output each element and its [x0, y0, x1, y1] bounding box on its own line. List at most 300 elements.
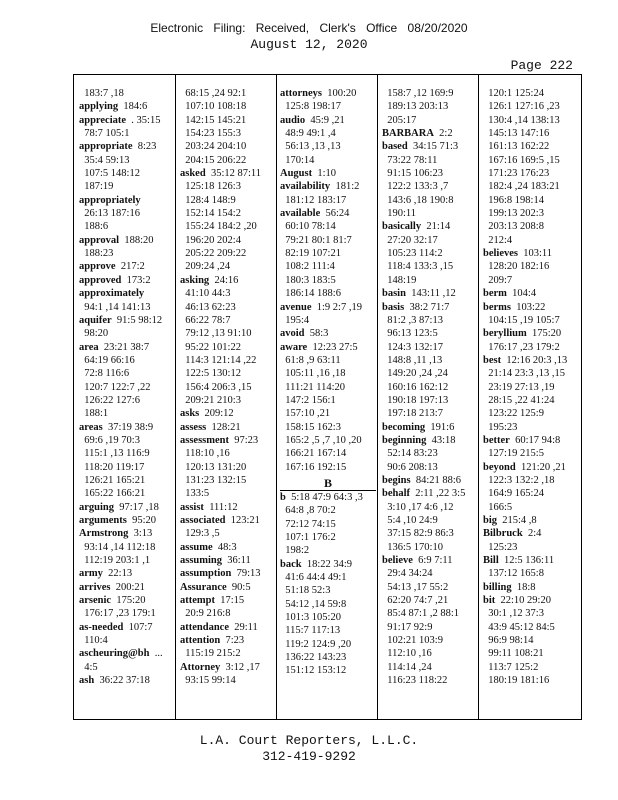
index-entry [280, 114, 376, 127]
page-line-references: 91:5 98:12 [116, 314, 163, 326]
page-line-references: 175:20 [116, 595, 146, 607]
page-line-references: 91:15 106:23 [387, 168, 443, 180]
page-line-references: 184:6 [123, 101, 148, 113]
index-entry-continuation [280, 638, 376, 651]
index-term: assessment [180, 434, 229, 446]
page-line-references: 38:2 71:7 [409, 301, 450, 313]
page-line-references: 200:21 [115, 581, 145, 593]
filing-stamp: Electronic Filing: Received, Clerk's Office 08/20/2020 [150, 21, 468, 35]
page-line-references: 69:6 ,19 70:3 [84, 434, 140, 446]
index-entry [180, 514, 261, 527]
index-term: areas [79, 421, 103, 433]
page-line-references: 85:4 87:1 ,2 88:1 [387, 608, 460, 620]
page-line-references: 6:9 7:11 [418, 555, 453, 567]
index-entry-continuation [79, 301, 163, 314]
index-entry-continuation [280, 381, 376, 394]
page-line-references: 79:21 80:1 81:7 [285, 234, 352, 246]
index-entry-continuation [180, 674, 261, 687]
page-line-references: 103:11 [523, 248, 553, 260]
index-term: as-needed [79, 621, 124, 633]
index-entry-continuation [79, 327, 163, 340]
index-entry-continuation [382, 461, 465, 474]
index-term: beginning [382, 434, 427, 446]
index-entry-continuation [483, 207, 567, 220]
index-entry-continuation [280, 664, 376, 677]
index-entry-continuation [79, 407, 163, 420]
index-entry-continuation [280, 274, 376, 287]
index-entry [79, 287, 163, 300]
page-line-references: 105:11 ,16 ,18 [285, 368, 346, 380]
index-entry-continuation [483, 314, 567, 327]
page-line-references: 127:19 215:5 [488, 448, 544, 460]
index-term: aquifer [79, 314, 112, 326]
index-term: billing [483, 581, 512, 593]
page-line-references: 217:2 [120, 261, 145, 273]
page-line-references: 182:4 ,24 183:21 [488, 181, 560, 193]
index-entry-continuation [280, 461, 376, 474]
page-line-references: 136:22 143:23 [285, 652, 347, 664]
index-entry-continuation [280, 154, 376, 167]
index-entry-continuation [382, 407, 465, 420]
index-entry-continuation [280, 127, 376, 140]
index-column-1 [79, 87, 163, 687]
index-entry-continuation [180, 114, 261, 127]
page-line-references: 2:4 [527, 528, 542, 540]
page-line-references: 37:15 82:9 86:3 [387, 528, 454, 540]
page-line-references: 61:8 ,9 63:11 [285, 354, 341, 366]
page-line-references: 90:5 [231, 581, 251, 593]
index-entry-continuation [280, 571, 376, 584]
court-reporter-name: L.A. Court Reporters, L.L.C. [199, 733, 419, 748]
index-entry-continuation [483, 394, 567, 407]
page-line-references: 143:11 ,12 [411, 288, 456, 300]
index-entry-continuation [483, 381, 567, 394]
index-entry-continuation [180, 234, 261, 247]
index-entry-continuation [483, 167, 567, 180]
page-line-references: 123:22 125:9 [488, 408, 544, 420]
page-line-references: 17:15 [220, 595, 245, 607]
page-line-references: 60:17 94:8 [515, 434, 561, 446]
index-entry-continuation [382, 501, 465, 514]
index-entry-continuation [79, 381, 163, 394]
page-line-references: 54:12 ,14 59:8 [285, 598, 347, 610]
index-term: audio [280, 114, 306, 126]
page-line-references: 198:2 [285, 545, 310, 557]
page-line-references: 43:9 45:12 84:5 [488, 621, 555, 633]
section-letter-heading: B [280, 477, 376, 491]
page-line-references: 90:6 208:13 [387, 461, 438, 473]
index-entry-continuation [79, 127, 163, 140]
page-line-references: 79:12 ,13 91:10 [185, 328, 252, 340]
page-line-references: 170:14 [285, 154, 315, 166]
index-term: Assurance [180, 581, 227, 593]
page-line-references: 64:19 66:16 [84, 354, 135, 366]
page-line-references: 123:21 [230, 515, 260, 526]
index-entry [79, 527, 163, 540]
page-line-references: 72:12 74:15 [285, 518, 336, 530]
index-entry-continuation [79, 354, 163, 367]
index-entry [79, 621, 163, 634]
page-line-references: 81:2 ,3 87:13 [387, 314, 443, 326]
index-entry [280, 167, 376, 180]
index-entry [79, 114, 163, 127]
index-entry-continuation [79, 87, 163, 100]
page-line-references: 209:21 210:3 [185, 394, 241, 406]
page-line-references: 120:1 125:24 [488, 88, 544, 99]
index-entry [483, 354, 567, 367]
page-line-references: 68:15 ,24 92:1 [185, 88, 247, 99]
index-entry-continuation [280, 260, 376, 273]
page-line-references: 173:2 [126, 274, 151, 286]
page-line-references: 54:13 ,17 55:2 [387, 581, 449, 593]
page-line-references: 22:10 29:20 [500, 595, 551, 607]
page-line-references: 112:10 ,16 [387, 648, 432, 660]
index-entry-continuation [382, 207, 465, 220]
index-entry-continuation [79, 207, 163, 220]
index-term: area [79, 341, 99, 353]
page-line-references: 165:22 166:21 [84, 488, 146, 500]
page-line-references: 188:20 [124, 234, 154, 246]
page-line-references: 180:19 181:16 [488, 675, 550, 687]
page-line-references: 128:21 [211, 421, 241, 433]
page-line-references: 82:19 107:21 [285, 248, 341, 260]
page-line-references: 191:6 [430, 421, 455, 433]
index-entry-continuation [483, 674, 567, 687]
page-line-references: 12:23 27:5 [312, 341, 358, 353]
page-line-references: 107:5 148:12 [84, 168, 140, 180]
page-line-references: 105:23 114:2 [387, 248, 443, 260]
index-term: back [280, 558, 302, 570]
page-line-references: 36:22 37:18 [99, 675, 150, 687]
page-line-references: 181:12 183:17 [285, 194, 347, 206]
index-term: appropriate [79, 141, 133, 153]
page-line-references: 5:18 47:9 64:3 ,3 [291, 491, 363, 503]
page-line-references: 41:6 44:4 49:1 [285, 572, 347, 584]
index-entry-continuation [483, 274, 567, 287]
page-line-references: 96:9 98:14 [488, 635, 534, 647]
page-line-references: 20:9 216:8 [185, 608, 231, 620]
index-term: bit [483, 595, 496, 607]
index-entry-continuation [180, 207, 261, 220]
index-entry-continuation [483, 180, 567, 193]
index-entry-continuation [382, 647, 465, 660]
index-term: arguing [79, 501, 115, 513]
page-line-references: 95:22 101:22 [185, 341, 241, 353]
index-entry [180, 274, 261, 287]
index-entry-continuation [180, 154, 261, 167]
index-entry-continuation [382, 621, 465, 634]
index-entry-continuation [382, 394, 465, 407]
index-term: arrives [79, 581, 111, 593]
index-entry [483, 287, 567, 300]
index-entry-continuation [180, 461, 261, 474]
page-line-references: 26:13 187:16 [84, 208, 140, 220]
page-line-references: 27:20 32:17 [387, 234, 438, 246]
page-line-references: 161:13 162:22 [488, 141, 550, 153]
index-term: aware [280, 341, 308, 353]
index-entry-continuation [382, 247, 465, 260]
page-line-references: 197:18 213:7 [387, 408, 443, 420]
index-entry-continuation [382, 634, 465, 647]
index-entry-continuation [180, 447, 261, 460]
index-term: berm [483, 288, 507, 300]
index-entry [483, 461, 567, 474]
page-line-references: 51:18 52:3 [285, 585, 331, 597]
page-line-references: 195:4 [285, 314, 310, 326]
index-entry-continuation [382, 607, 465, 620]
index-entry-continuation [483, 567, 567, 580]
index-entry [280, 301, 376, 314]
index-entry-continuation [180, 354, 261, 367]
index-entry-continuation [180, 287, 261, 300]
page-line-references: 203:13 208:8 [488, 221, 544, 233]
index-term: basin [382, 288, 406, 300]
page-line-references: 148:8 ,11 ,13 [387, 354, 443, 366]
index-entry-continuation [280, 611, 376, 624]
index-entry [280, 327, 376, 340]
index-entry-continuation [483, 341, 567, 354]
page-line-references: 113:7 125:2 [488, 661, 539, 673]
page-line-references: 107:10 108:18 [185, 101, 247, 113]
page-line-references: 60:10 78:14 [285, 221, 336, 233]
index-term: arsenic [79, 595, 112, 607]
page-line-references: 165:2 ,5 ,7 ,10 ,20 [285, 434, 362, 446]
page-line-references: 158:15 162:3 [285, 421, 341, 433]
index-entry-continuation [79, 461, 163, 474]
index-entry-continuation [382, 327, 465, 340]
index-entry-continuation [280, 247, 376, 260]
page-line-references: 30:1 ,12 37:3 [488, 608, 544, 620]
page-line-references: 2:11 ,22 3:5 [415, 488, 466, 500]
index-entry-continuation [382, 180, 465, 193]
index-entry [79, 647, 163, 660]
index-entry [280, 558, 376, 571]
page-line-references: 37:19 38:9 [107, 421, 154, 433]
index-term: b [280, 491, 286, 503]
index-entry-continuation [280, 234, 376, 247]
index-entry-continuation [280, 531, 376, 544]
index-entry-continuation [382, 154, 465, 167]
index-entry [382, 434, 465, 447]
page-line-references: 122:3 132:2 ,18 [488, 474, 555, 486]
page-line-references: 56:13 ,13 ,13 [285, 141, 341, 153]
index-entry [382, 301, 465, 314]
page-line-references: 64:8 ,8 70:2 [285, 505, 336, 517]
index-entry-continuation [280, 100, 376, 113]
index-entry-continuation [483, 234, 567, 247]
page-line-references: 23:21 38:7 [103, 341, 150, 353]
index-entry-continuation [280, 287, 376, 300]
index-term: appropriately [79, 194, 141, 206]
index-entry [79, 567, 163, 580]
index-entry-continuation [180, 527, 261, 540]
index-entry-continuation [79, 220, 163, 233]
index-entry [180, 554, 261, 567]
page-line-references: 7:23 [225, 635, 245, 647]
index-entry [483, 554, 567, 567]
index-term: behalf [382, 488, 411, 500]
index-entry [280, 207, 376, 220]
page-line-references: 111:21 114:20 [285, 381, 346, 393]
index-entry [382, 554, 465, 567]
index-entry-continuation [382, 514, 465, 527]
index-entry-continuation [280, 140, 376, 153]
page-line-references: 176:17 ,23 179:1 [84, 608, 156, 620]
page-line-references: 115:7 117:13 [285, 625, 341, 637]
page-line-references: 164:9 165:24 [488, 488, 544, 500]
index-term: approval [79, 234, 120, 246]
page-line-references: 79:13 [236, 568, 261, 580]
index-entry-continuation [382, 527, 465, 540]
index-entry [79, 100, 163, 113]
page-line-references: 101:3 105:20 [285, 612, 341, 624]
index-entry-continuation [382, 100, 465, 113]
page-line-references: 45:9 ,21 [310, 114, 345, 126]
index-column-4 [382, 87, 465, 687]
index-entry [79, 194, 163, 207]
index-entry-continuation [382, 274, 465, 287]
index-entry-continuation [79, 154, 163, 167]
index-entry-continuation [483, 474, 567, 487]
index-entry-continuation [280, 220, 376, 233]
index-entry-continuation [180, 487, 261, 500]
index-entry [180, 407, 261, 420]
index-entry [483, 527, 567, 540]
page-line-references: 209:7 [488, 274, 513, 286]
court-reporter-phone: 312-419-9292 [262, 749, 356, 764]
page-line-references: 125:23 [488, 541, 518, 553]
page-line-references: 131:23 132:15 [185, 474, 247, 486]
page-line-references: 99:11 108:21 [488, 648, 544, 660]
index-term: applying [79, 101, 119, 113]
index-entry [280, 491, 376, 504]
index-entry [280, 341, 376, 354]
index-entry-continuation [280, 314, 376, 327]
page-line-references: 36:11 [227, 555, 251, 567]
index-entry-continuation [180, 314, 261, 327]
index-entry-continuation [483, 541, 567, 554]
index-entry-continuation [382, 314, 465, 327]
index-entry [382, 220, 465, 233]
index-entry [382, 487, 465, 500]
transcript-date: August 12, 2020 [250, 37, 368, 52]
index-term: assuming [180, 555, 223, 567]
page-line-references: 35:4 59:13 [84, 154, 130, 166]
page-line-references: 130:4 ,14 138:13 [488, 114, 560, 126]
index-entry-continuation [79, 167, 163, 180]
index-term: Attorney [180, 661, 221, 673]
page-line-references: 176:17 ,23 179:2 [488, 341, 560, 353]
page-line-references: 3:13 [133, 528, 153, 540]
index-entry-continuation [180, 260, 261, 273]
index-entry-continuation [483, 607, 567, 620]
index-term: avenue [280, 301, 312, 313]
index-entry-continuation [79, 247, 163, 260]
page-line-references: 142:15 145:21 [185, 114, 247, 126]
page-line-references: 93:14 ,14 112:18 [84, 541, 156, 553]
index-column-5 [483, 87, 567, 687]
page-line-references: 34:15 71:3 [412, 141, 459, 153]
page-line-references: 93:15 99:14 [185, 675, 236, 687]
index-entry [180, 541, 261, 554]
page-line-references: 119:2 124:9 ,20 [285, 638, 352, 650]
index-entry-continuation [483, 634, 567, 647]
page-line-references: 116:23 118:22 [387, 675, 448, 687]
page-line-references: 160:16 162:12 [387, 381, 449, 393]
index-entry-continuation [483, 220, 567, 233]
page-line-references: 122:5 130:12 [185, 368, 241, 380]
page-line-references: 104:4 [512, 288, 537, 300]
page-line-references: 158:7 ,12 169:9 [387, 88, 454, 99]
index-entry-continuation [382, 381, 465, 394]
page-line-references: 78:7 105:1 [84, 128, 130, 140]
index-term: available [280, 208, 321, 220]
page-number: Page 222 [510, 58, 573, 73]
page-line-references: 188:6 [84, 221, 109, 233]
page-line-references: 4:5 [84, 661, 98, 673]
page-line-references: 107:7 [128, 621, 153, 633]
page-line-references: 183:7 ,18 [84, 88, 124, 99]
page-line-references: 181:2 [335, 181, 360, 193]
page-line-references: 126:22 127:6 [84, 394, 140, 406]
page-line-references: 2:2 [439, 128, 453, 140]
index-term: approve [79, 261, 116, 273]
index-entry [79, 234, 163, 247]
index-entry-continuation [180, 341, 261, 354]
page-line-references: 196:20 202:4 [185, 234, 241, 246]
page-line-references: 107:1 176:2 [285, 532, 336, 543]
page-line-references: 95:20 [132, 515, 157, 526]
page-line-references: 100:20 [327, 88, 357, 99]
page-line-references: 124:3 132:17 [387, 341, 443, 353]
index-entry-continuation [180, 607, 261, 620]
index-entry-continuation [280, 544, 376, 557]
page-line-references: 96:13 123:5 [387, 328, 438, 340]
index-entry [180, 501, 261, 514]
page-line-references: 111:12 [209, 501, 238, 513]
index-entry [382, 140, 465, 153]
index-entry-continuation [483, 87, 567, 100]
page-line-references: 187:19 [84, 181, 114, 193]
page-line-references: 204:15 206:22 [185, 154, 247, 166]
index-entry-continuation [280, 407, 376, 420]
page-line-references: 8:23 [137, 141, 157, 153]
index-entry-continuation [382, 581, 465, 594]
index-entry-continuation [382, 594, 465, 607]
index-entry-continuation [382, 260, 465, 273]
index-entry [280, 87, 376, 100]
page-line-references: 108:2 111:4 [285, 261, 335, 273]
page-line-references: 154:23 155:3 [185, 128, 241, 140]
page-line-references: 103:22 [516, 301, 546, 313]
page-line-references: 157:10 ,21 [285, 408, 331, 420]
index-entry [180, 567, 261, 580]
index-entry-continuation [483, 501, 567, 514]
index-entry-continuation [382, 194, 465, 207]
index-entry-continuation [180, 100, 261, 113]
index-entry [79, 421, 163, 434]
index-entry-continuation [280, 447, 376, 460]
index-entry [180, 421, 261, 434]
index-entry-continuation [180, 474, 261, 487]
index-entry-continuation [382, 354, 465, 367]
page-line-references: 5:4 ,10 24:9 [387, 515, 438, 526]
index-entry-continuation [382, 367, 465, 380]
index-entry-continuation [180, 87, 261, 100]
index-entry-continuation [483, 140, 567, 153]
index-entry-continuation [79, 434, 163, 447]
index-entry-continuation [280, 598, 376, 611]
